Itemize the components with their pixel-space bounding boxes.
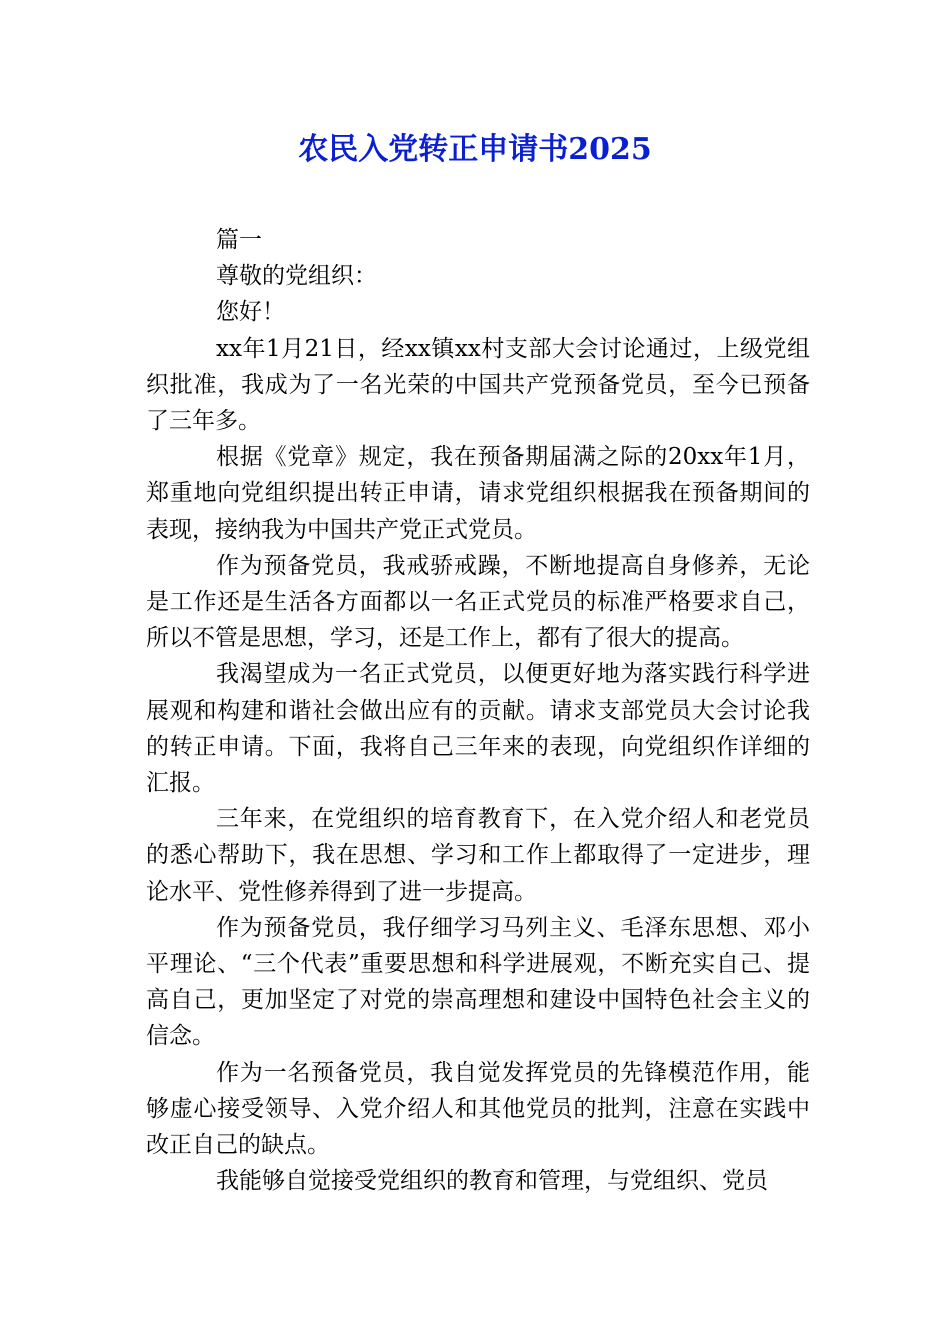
paragraph: 我渴望成为一名正式党员，以便更好地为落实践行科学进展观和构建和谐社会做出应有的贡献。请求支部党员大会讨论我的转正申请。下面，我将自己三年来的表现，向党组织作详细的汇报。 (146, 661, 810, 797)
paragraph: 作为预备党员，我戒骄戒躁，不断地提高自身修养，无论是工作还是生活各方面都以一名正式党员的标准严格要求自己，所以不管是思想，学习，还是工作上，都有了很大的提高。 (146, 552, 810, 652)
salutation: 尊敬的党组织： (216, 263, 377, 290)
section-heading: 篇一 (216, 227, 262, 253)
greeting: 您好！ (216, 299, 285, 326)
paragraph: 三年来，在党组织的培育教育下，在入党介绍人和老党员的悉心帮助下，我在思想、学习和工作上都取得了一定进步，理论水平、党性修养得到了进一步提高。 (146, 806, 810, 905)
paragraph: 作为一名预备党员，我自觉发挥党员的先锋模范作用，能够虚心接受领导、入党介绍人和其他党员的批判，注意在实践中改正自己的缺点。 (146, 1059, 810, 1159)
paragraph: 我能够自觉接受党组织的教育和管理，与党组织、党员 (216, 1168, 768, 1195)
paragraph: 根据《党章》规定，我在预备期届满之际的20xx年1月，郑重地向党组织提出转正申请，请求党组织根据我在预备期间的表现，接纳我为中国共产党正式党员。 (146, 444, 810, 543)
document-title: 农民入党转正申请书2025 (298, 132, 652, 167)
paragraph: xx年1月21日，经xx镇xx村支部大会讨论通过，上级党组织批准，我成为了一名光荣的中国共产党预备党员，至今已预备了三年多。 (146, 335, 810, 435)
paragraph: 作为预备党员，我仔细学习马列主义、毛泽东思想、邓小平理论、“三个代表”重要思想和科学进展观，不断充实自己、提高自己，更加坚定了对党的崇高理想和建设中国特色社会主义的信念。 (146, 914, 810, 1050)
document-body (146, 222, 810, 1199)
